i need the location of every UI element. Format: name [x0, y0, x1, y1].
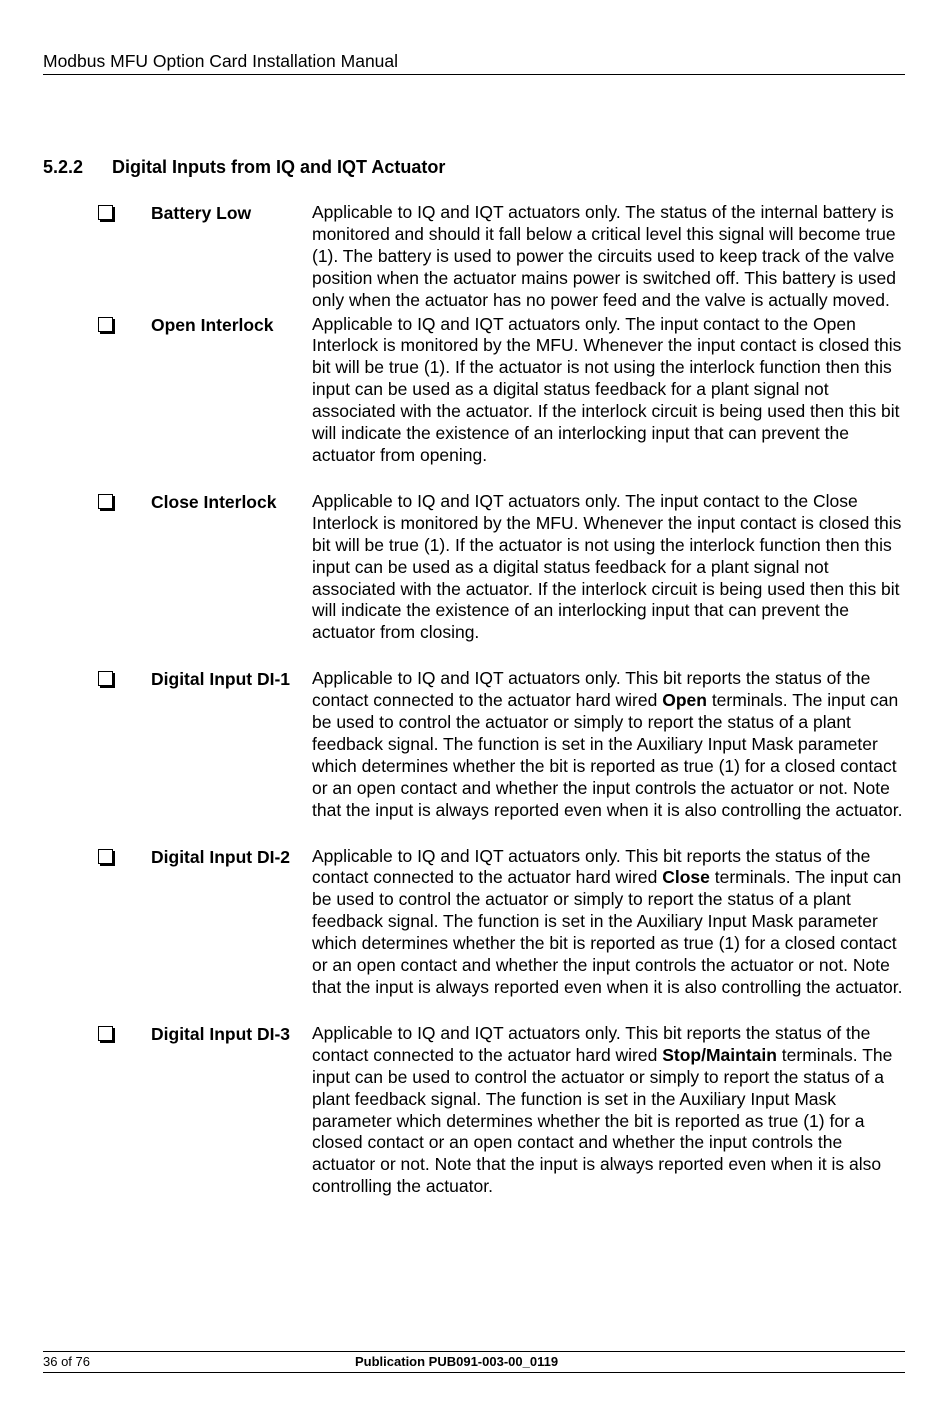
checkbox-bullet-icon — [98, 671, 113, 686]
definition-list — [0, 202, 950, 1198]
section-title: Digital Inputs from IQ and IQT Actuator — [112, 157, 446, 177]
description-text: Applicable to IQ and IQT actuators only. This bit reports the status of the contact connected to the actuator hard wired — [312, 668, 871, 711]
list-item-digital-input-di-3 — [0, 1023, 950, 1198]
item-description: Applicable to IQ and IQT actuators only. The input contact to the Close Interlock is monitored by the MFU. Whenever the input contact is closed this bit will be true (1). If the actuator is not using the interlock function then this input can be used as a digital status feedback for a plant signal not associated with the actuator. If the interlock circuit is being used then this bit will indicate the existence of an interlocking input that can prevent the actuator from closing. — [312, 490, 902, 643]
list-item-close-interlock — [0, 491, 950, 644]
checkbox-bullet-icon — [98, 317, 113, 332]
item-description — [312, 846, 907, 999]
page-number: 36 of 76 — [43, 1354, 90, 1369]
description-text: terminals. The input can be used to control the actuator or simply to report the status of a plant feedback signal. The function is set in the Auxiliary Input Mask parameter which determines whether the bit is reported as true (1) for a closed contact or an open contact and whether the input controls the actuator or not. Note that the input is always reported even when it is also controlling the actuator. — [312, 867, 903, 997]
list-item-open-interlock — [0, 314, 950, 467]
checkbox-bullet-icon — [98, 205, 113, 220]
item-term: Open Interlock — [151, 314, 274, 335]
document-footer — [43, 1351, 905, 1373]
publication-number: Publication PUB091-003-00_0119 — [355, 1354, 559, 1369]
checkbox-bullet-icon — [98, 1026, 113, 1041]
section-number: 5.2.2 — [43, 157, 84, 177]
list-item-digital-input-di-1 — [0, 668, 950, 821]
item-term: Close Interlock — [151, 491, 277, 512]
terminal-name: Open — [662, 690, 707, 711]
document-title: Modbus MFU Option Card Installation Manual — [43, 51, 399, 71]
list-item-digital-input-di-2 — [0, 846, 950, 999]
document-header — [43, 50, 905, 75]
list-item-battery-low — [0, 202, 950, 312]
description-text: terminals. The input can be used to control the actuator or simply to report the status of a plant feedback signal. The function is set in the Auxiliary Input Mask parameter which determines whether the bit is reported as true (1) for a closed contact or an open contact and whether the input controls the actuator or not. Note that the input is always reported even when it is also controlling the actuator. — [312, 690, 903, 820]
description-text: Applicable to IQ and IQT actuators only. This bit reports the status of the contact connected to the actuator hard wired — [312, 845, 871, 888]
terminal-name: Stop/Maintain — [662, 1044, 777, 1065]
item-term: Digital Input DI-3 — [151, 1023, 291, 1044]
item-description: Applicable to IQ and IQT actuators only. The input contact to the Open Interlock is monitored by the MFU. Whenever the input contact is closed this bit will be true (1). If the actuator is not using the interlock function then this input can be used as a digital status feedback for a plant signal not associated with the actuator. If the interlock circuit is being used then this bit will indicate the existence of an interlocking input that can prevent the actuator from opening. — [312, 313, 902, 465]
item-term: Digital Input DI-1 — [151, 669, 291, 690]
item-term: Digital Input DI-2 — [151, 846, 291, 867]
section-heading — [43, 156, 445, 178]
item-description — [312, 1023, 907, 1198]
description-text: terminals. The input can be used to control the actuator or simply to report the status of a plant feedback signal. The function is set in the Auxiliary Input Mask parameter which determines whether the bit is reported as true (1) for a closed contact or an open contact and whether the input controls the actuator or not. Note that the input is always reported even when it is also controlling the actuator. — [312, 1044, 893, 1197]
checkbox-bullet-icon — [98, 849, 113, 864]
item-description: Applicable to IQ and IQT actuators only. The status of the internal battery is monitored and should it fall below a critical level this signal will become true (1). The battery is used to power the circuits used to keep track of the valve position when the actuator mains power is switched off. This battery is used only when the actuator has no power feed and the valve is actually moved. — [312, 202, 896, 310]
checkbox-bullet-icon — [98, 494, 113, 509]
item-description — [312, 668, 907, 821]
terminal-name: Close — [662, 867, 710, 888]
item-term: Battery Low — [151, 203, 252, 223]
description-text: Applicable to IQ and IQT actuators only. This bit reports the status of the contact connected to the actuator hard wired — [312, 1022, 871, 1065]
